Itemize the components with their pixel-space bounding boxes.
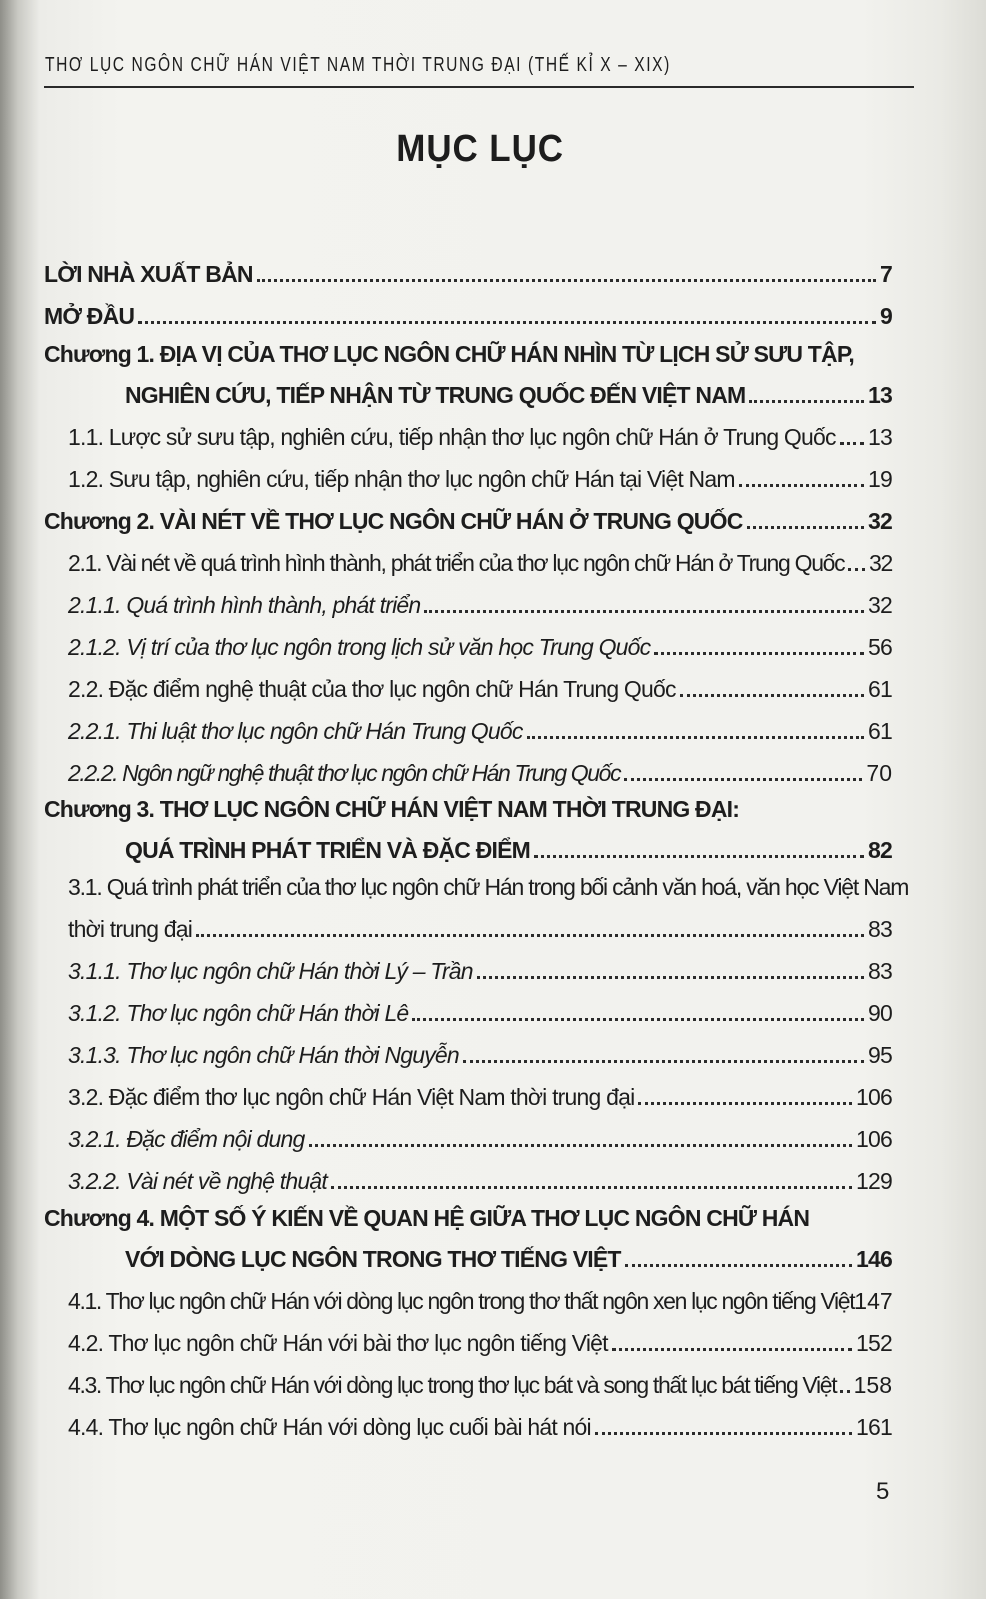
toc-entry[interactable]: [68, 994, 892, 1028]
toc-entry-label: NGHIÊN CỨU, TIẾP NHẬN TỪ TRUNG QUỐC ĐẾN VIỆT NAM: [125, 382, 746, 408]
chapter-heading[interactable]: Chương 1. ĐỊA VỊ CỦA THƠ LỤC NGÔN CHỮ HÁN NHÌN TỪ LỊCH SỬ SƯU TẬP,: [44, 341, 855, 367]
toc-entry-label: LỜI NHÀ XUẤT BẢN: [44, 261, 253, 287]
toc-entry-label: QUÁ TRÌNH PHÁT TRIỂN VÀ ĐẶC ĐIỂM: [125, 837, 531, 863]
toc-entry[interactable]: [125, 831, 892, 865]
leader-dots: [196, 934, 864, 937]
running-head: THƠ LỤC NGÔN CHỮ HÁN VIỆT NAM THỜI TRUNG ĐẠI (THẾ KỈ X – XIX): [45, 54, 671, 76]
toc-entry-label: thời trung đại: [68, 916, 193, 942]
leader-dots: [477, 976, 864, 979]
toc-entry-label: 2.2.2. Ngôn ngữ nghệ thuật thơ lục ngôn chữ Hán Trung Quốc: [68, 760, 621, 786]
toc-entry-page: 147: [854, 1288, 893, 1314]
toc-entry[interactable]: [68, 670, 892, 704]
toc-entry-label: 4.3. Thơ lục ngôn chữ Hán với dòng lục trong thơ lục bát và song thất lục bát tiếng Việt: [68, 1372, 837, 1398]
toc-entry-page: 32: [868, 592, 892, 618]
toc-entry[interactable]: [68, 1036, 892, 1070]
toc-entry-label: 2.1.2. Vị trí của thơ lục ngôn trong lịch sử văn học Trung Quốc: [68, 634, 651, 660]
leader-dots: [840, 442, 864, 445]
page-title: [0, 128, 960, 171]
toc-entry[interactable]: [68, 544, 892, 578]
toc-entry[interactable]: [68, 910, 892, 944]
toc-entry-page: 152: [856, 1330, 892, 1356]
toc-entry-page: 70: [866, 760, 892, 786]
toc-entry-label: 1.2. Sưu tập, nghiên cứu, tiếp nhận thơ lục ngôn chữ Hán tại Việt Nam: [68, 466, 735, 492]
toc-entry-page: 7: [880, 261, 892, 287]
page-number: 5: [876, 1478, 890, 1505]
leader-dots: [848, 568, 865, 571]
toc-entry-page: 90: [868, 1000, 892, 1026]
toc-entry[interactable]: [68, 1366, 892, 1400]
toc-entry-page: 146: [856, 1246, 892, 1272]
toc-entry-label: 3.2.2. Vài nét về nghệ thuật: [68, 1168, 327, 1194]
leader-dots: [257, 279, 876, 282]
toc-entry-label: 1.1. Lược sử sưu tập, nghiên cứu, tiếp nhận thơ lục ngôn chữ Hán ở Trung Quốc: [68, 424, 836, 450]
leader-dots: [654, 652, 864, 655]
leader-dots: [840, 1390, 849, 1393]
toc-entry[interactable]: [68, 712, 892, 746]
chapter-heading[interactable]: Chương 3. THƠ LỤC NGÔN CHỮ HÁN VIỆT NAM THỜI TRUNG ĐẠI:: [44, 796, 740, 822]
toc-entry[interactable]: [68, 1408, 892, 1442]
leader-dots: [624, 778, 862, 781]
toc-entry-label: 3.2.1. Đặc điểm nội dung: [68, 1126, 305, 1152]
toc-entry-label: 3.2. Đặc điểm thơ lục ngôn chữ Hán Việt Nam thời trung đại: [68, 1084, 635, 1110]
toc-entry[interactable]: [68, 460, 892, 494]
toc-entry[interactable]: [68, 754, 892, 788]
toc-entry[interactable]: [44, 502, 892, 536]
toc-entry-page: 95: [868, 1042, 892, 1068]
toc-entry[interactable]: [68, 1324, 892, 1358]
toc-entry-page: 61: [868, 676, 892, 702]
toc-entry-label: 4.1. Thơ lục ngôn chữ Hán với dòng lục ngôn trong thơ thất ngôn xen lục ngôn tiếng Việt: [68, 1288, 855, 1314]
toc-entry-page: 19: [868, 466, 892, 492]
leader-dots: [309, 1144, 852, 1147]
toc-entry[interactable]: [44, 297, 892, 331]
toc-entry-page: 82: [868, 837, 892, 863]
toc-entry-page: 161: [856, 1414, 892, 1440]
toc-entry-page: 9: [880, 303, 892, 329]
toc-entry[interactable]: [125, 1240, 892, 1274]
toc-entry[interactable]: [68, 1162, 892, 1196]
toc-entry-label: 2.2. Đặc điểm nghệ thuật của thơ lục ngôn chữ Hán Trung Quốc: [68, 676, 676, 702]
toc-entry-page: 32: [869, 550, 892, 576]
toc-entry[interactable]: [68, 1120, 892, 1154]
header-rule: [44, 86, 914, 88]
leader-dots: [680, 694, 864, 697]
toc-entry-page: 83: [868, 916, 892, 942]
toc-entry-page: 83: [868, 958, 892, 984]
leader-dots: [331, 1186, 852, 1189]
toc-entry-label: Chương 2. VÀI NÉT VỀ THƠ LỤC NGÔN CHỮ HÁN Ở TRUNG QUỐC: [44, 508, 743, 534]
toc-entry-page: 129: [856, 1168, 892, 1194]
toc-entry-page: 56: [868, 634, 892, 660]
toc-entry[interactable]: [68, 418, 892, 452]
toc-entry-page: 158: [853, 1372, 892, 1398]
page-title-text: MỤC LỤC: [396, 128, 564, 170]
toc-entry[interactable]: [68, 952, 892, 986]
leader-dots: [595, 1432, 852, 1435]
leader-dots: [412, 1018, 864, 1021]
leader-dots: [747, 526, 864, 529]
toc-entry-page: 61: [868, 718, 892, 744]
toc-entry-label: MỞ ĐẦU: [44, 303, 135, 329]
toc-entry-label: 3.1.3. Thơ lục ngôn chữ Hán thời Nguyễn: [68, 1042, 459, 1068]
toc-entry-page: 13: [868, 424, 892, 450]
toc-entry-label: 2.1. Vài nét về quá trình hình thành, phát triển của thơ lục ngôn chữ Hán ở Trung Quốc: [68, 550, 845, 576]
toc-entry-label: 2.1.1. Quá trình hình thành, phát triển: [68, 592, 421, 618]
leader-dots: [424, 610, 864, 613]
leader-dots: [527, 736, 864, 739]
toc-entry-page: 13: [868, 382, 892, 408]
toc-entry-label: 3.1.2. Thơ lục ngôn chữ Hán thời Lê: [68, 1000, 409, 1026]
toc-entry[interactable]: [125, 376, 892, 410]
toc-entry-label: 3.1.1. Thơ lục ngôn chữ Hán thời Lý – Trần: [68, 958, 473, 984]
toc-entry[interactable]: [44, 255, 892, 289]
toc-entry-label: 2.2.1. Thi luật thơ lục ngôn chữ Hán Trung Quốc: [68, 718, 523, 744]
leader-dots: [739, 484, 864, 487]
leader-dots: [612, 1348, 852, 1351]
toc-entry[interactable]: [68, 586, 892, 620]
leader-dots: [138, 321, 876, 324]
leader-dots: [638, 1102, 852, 1105]
leader-dots: [749, 400, 864, 403]
chapter-heading[interactable]: Chương 4. MỘT SỐ Ý KIẾN VỀ QUAN HỆ GIỮA THƠ LỤC NGÔN CHỮ HÁN: [44, 1205, 810, 1231]
toc-entry[interactable]: [68, 1078, 892, 1112]
leader-dots: [463, 1060, 864, 1063]
toc-entry-page: 32: [868, 508, 892, 534]
toc-entry[interactable]: [68, 1282, 892, 1316]
toc-entry[interactable]: [68, 628, 892, 662]
toc-entry-label: 4.4. Thơ lục ngôn chữ Hán với dòng lục cuối bài hát nói: [68, 1414, 591, 1440]
section-heading[interactable]: 3.1. Quá trình phát triển của thơ lục ngôn chữ Hán trong bối cảnh văn hoá, văn học Việt Nam: [68, 874, 909, 900]
leader-dots: [625, 1264, 852, 1267]
leader-dots: [534, 855, 864, 858]
toc-entry-page: 106: [856, 1084, 892, 1110]
toc-entry-label: VỚI DÒNG LỤC NGÔN TRONG THƠ TIẾNG VIỆT: [125, 1246, 621, 1272]
toc-entry-label: 4.2. Thơ lục ngôn chữ Hán với bài thơ lục ngôn tiếng Việt: [68, 1330, 608, 1356]
toc-entry-page: 106: [856, 1126, 892, 1152]
